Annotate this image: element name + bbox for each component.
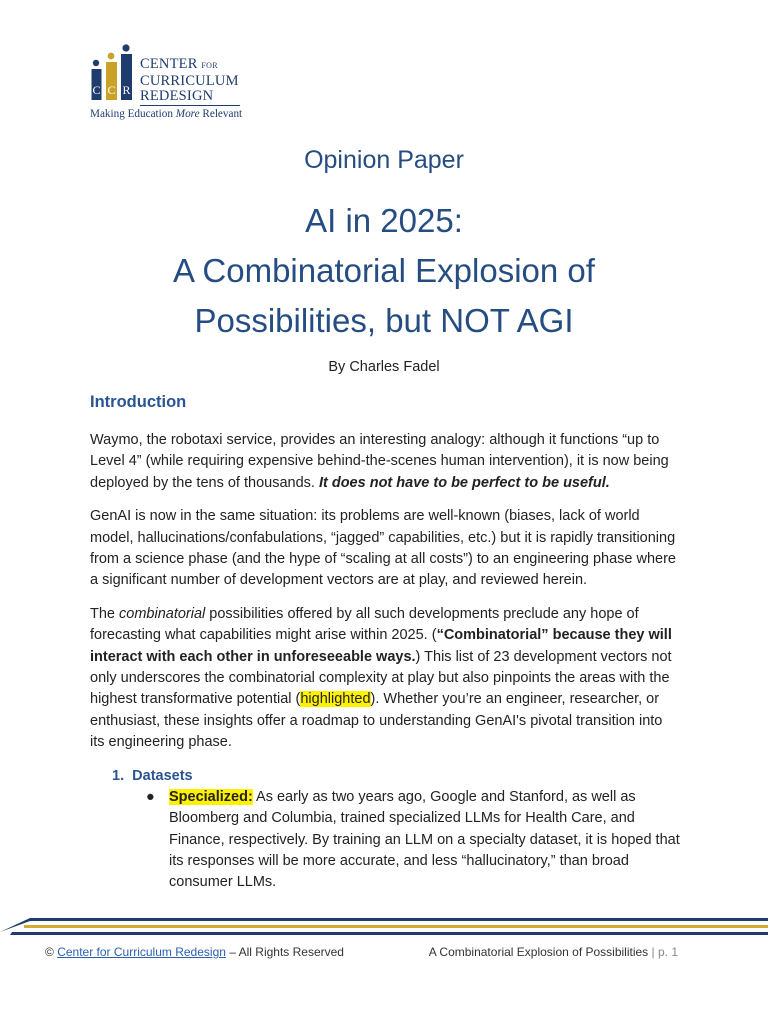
ccr-logo-mark — [90, 44, 136, 102]
logo-line2: CURRICULUM — [140, 72, 239, 89]
logo-letter-c2: C — [107, 83, 116, 97]
rights-text: – All Rights Reserved — [225, 945, 344, 959]
intro-paragraph-3 — [90, 604, 680, 754]
intro-paragraph-2: GenAI is now in the same situation: its problems are well-known (biases, lack of world model, hallucinations/confabulations, “jagged” capabilities, etc.) but it is rapidly transitioning from a science phase (and the hype of “scaling at all costs”) to an engineering phase where a significant number of development vectors are at play, and reviewed herein. — [90, 508, 676, 589]
byline: By Charles Fadel — [328, 359, 440, 375]
list-item — [90, 787, 680, 894]
title-line-3: Possibilities, but NOT AGI — [194, 302, 574, 339]
tagline-pre: Making Education — [90, 108, 176, 120]
item-label: Specialized: — [169, 788, 253, 805]
ccr-logo — [90, 44, 242, 122]
section-items — [90, 787, 680, 894]
p3-bold: “Combinatorial” because they will interact with each other in unforeseeable ways. — [90, 627, 672, 665]
page-number: p. 1 — [657, 945, 678, 959]
p3-italic: combinatorial — [119, 605, 206, 622]
intro-heading: Introduction — [90, 393, 187, 411]
logo-divider — [140, 105, 240, 106]
logo-tagline — [90, 108, 242, 120]
section-number: 1. — [112, 767, 125, 784]
item-text: As early as two years ago, Google and Stanford, as well as Bloomberg and Columbia, trained specialized LLMs for Health Care, and Finance, respectively. By training an LLM on a specialty dataset, it is hoped that its responses will be more accurate, and less “hallucinatory,” than broad consumer LLMs. — [169, 788, 680, 891]
page-title — [0, 196, 768, 346]
tagline-post: Relevant — [199, 108, 243, 120]
logo-letter-r: R — [122, 83, 131, 97]
logo-wordmark — [140, 57, 239, 105]
section-title — [112, 768, 680, 784]
logo-line1: CENTER — [140, 56, 198, 72]
p1-emphasis: It does not have to be perfect to be useful. — [318, 474, 610, 491]
p3-text-d: ). Whether you’re an engineer, researcher, or enthusiast, these insights offer a roadmap to understanding GenAI's pivotal transition into its engineering phase. — [90, 691, 663, 751]
footer-copyright — [45, 945, 344, 959]
title-line-1: AI in 2025: — [305, 202, 463, 239]
paper-type: Opinion Paper — [304, 146, 464, 174]
footer-page-info — [429, 945, 678, 959]
footer-doc-title: A Combinatorial Explosion of Possibilities — [428, 945, 649, 959]
body-content — [90, 393, 680, 894]
copyright-symbol: © — [45, 945, 58, 959]
bullet-icon: ● — [146, 788, 155, 805]
logo-line3: REDESIGN — [140, 88, 214, 104]
logo-letter-c1: C — [92, 83, 101, 97]
footer-band — [0, 916, 768, 940]
section-list — [90, 768, 680, 894]
p3-text-c: ) This list of 23 development vectors not only underscores the combinatorial complexity at play but also pinpoints the areas with the highest transformative potential ( — [90, 648, 672, 708]
logo-line1-small: FOR — [201, 61, 218, 70]
p3-text-b: possibilities offered by all such developments preclude any hope of forecasting what capabilities might arise within 2025. ( — [90, 605, 639, 644]
p3-text-a: The — [90, 605, 120, 622]
tagline-em: More — [175, 108, 200, 120]
section-item — [90, 768, 680, 894]
intro-paragraph-1 — [90, 430, 680, 494]
footer-separator: | — [648, 945, 658, 959]
p3-highlight: highlighted — [300, 691, 371, 708]
p1-text: Waymo, the robotaxi service, provides an interesting analogy: although it functions “up to Level 4” (while requiring expensive behind-the-scenes human intervention), it is now being deployed by the tens of thousands. — [90, 432, 669, 491]
ccr-link[interactable]: Center for Curriculum Redesign — [57, 945, 226, 959]
title-line-2: A Combinatorial Explosion of — [173, 252, 595, 289]
section-title-text: Datasets — [132, 767, 193, 784]
